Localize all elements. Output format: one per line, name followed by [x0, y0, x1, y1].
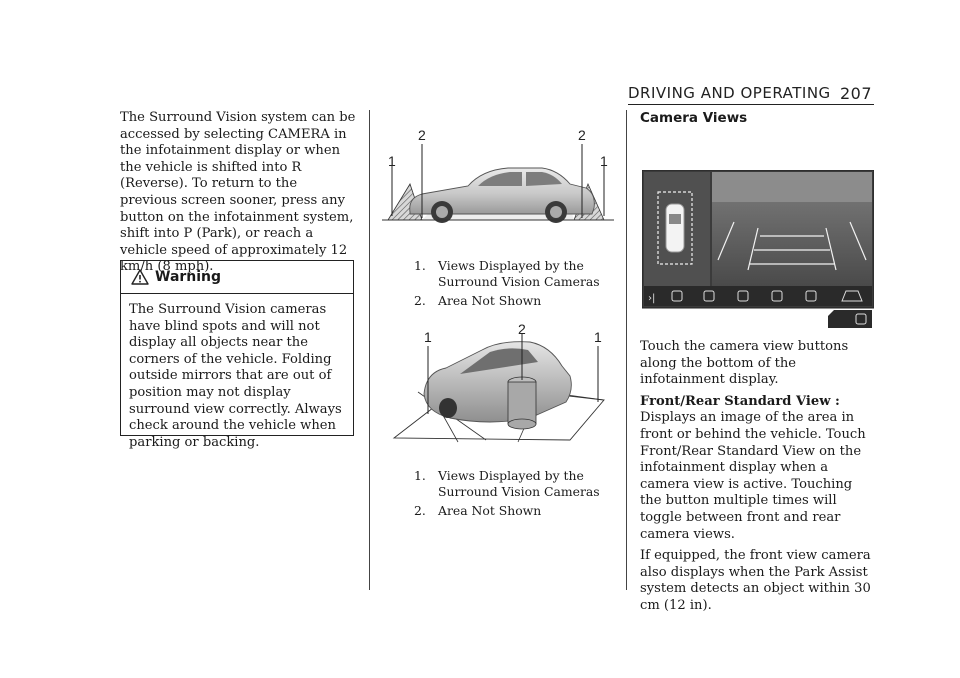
front-rear-label: Front/Rear Standard View : — [640, 393, 840, 409]
callout-2-left: 2 — [418, 127, 426, 143]
section-title: DRIVING AND OPERATING — [628, 84, 831, 102]
page-number: 207 — [839, 84, 872, 103]
warning-title: Warning — [155, 269, 222, 285]
warning-icon — [131, 269, 149, 285]
perspective-camera-diagram — [390, 322, 618, 446]
column-divider-2 — [626, 110, 627, 590]
caption-item: 2. Area Not Shown — [414, 503, 542, 518]
callout-2: 2 — [518, 322, 526, 337]
callout-1-right: 1 — [594, 329, 602, 345]
caption-item: 1. Views Displayed by the Surround Vision Cameras — [414, 258, 600, 289]
side-view-camera-diagram — [382, 122, 614, 230]
caption-item: 1. Views Displayed by the Surround Vision Cameras — [414, 468, 600, 499]
warning-header — [121, 261, 353, 294]
column-1 — [120, 110, 356, 276]
column-divider-1 — [369, 110, 370, 590]
warning-body: The Surround Vision cameras have blind spots and will not display all objects near the corners of the vehicle. Folding outside mirrors that are out of position may not display surround view correctly. Always check around the vehicle when parking or backing. — [129, 302, 342, 450]
callout-1-left: 1 — [388, 153, 396, 169]
front-rear-text: Displays an image of the area in front or behind the vehicle. Touch Front/Rear Standard View on the infotainment display when a camera view is active. Touching the button multiple times will toggle between front and rear camera views. — [640, 410, 866, 542]
callout-1-left: 1 — [424, 329, 432, 345]
camera-views-heading: Camera Views — [640, 110, 748, 126]
header-rule — [628, 104, 874, 105]
page-header — [628, 84, 878, 106]
callout-1-right: 1 — [600, 153, 608, 169]
front-rear-paragraph — [640, 394, 876, 543]
camera-views-text — [640, 339, 876, 620]
warning-box — [120, 260, 354, 450]
front-camera-paragraph: If equipped, the front view camera also displays when the Park Assist system detects an object within 30 cm (12 in). — [640, 548, 871, 613]
caption-item: 2. Area Not Shown — [414, 293, 542, 308]
infotainment-camera-screen — [642, 170, 874, 330]
figure-2-caption — [414, 468, 614, 519]
svg-text:›|: ›| — [648, 293, 656, 304]
callout-2-right: 2 — [578, 127, 586, 143]
intro-paragraph: The Surround Vision system can be accessed by selecting CAMERA in the infotainment display or when the vehicle is shifted into R (Reverse). To return to the previous screen sooner, press any button on the infotainment system, shift into P (Park), or reach a vehicle speed of approximately 12 km/h (8 mph). — [120, 110, 356, 275]
touch-paragraph: Touch the camera view buttons along the bottom of the infotainment display. — [640, 339, 849, 388]
figure-1-caption — [414, 258, 614, 309]
